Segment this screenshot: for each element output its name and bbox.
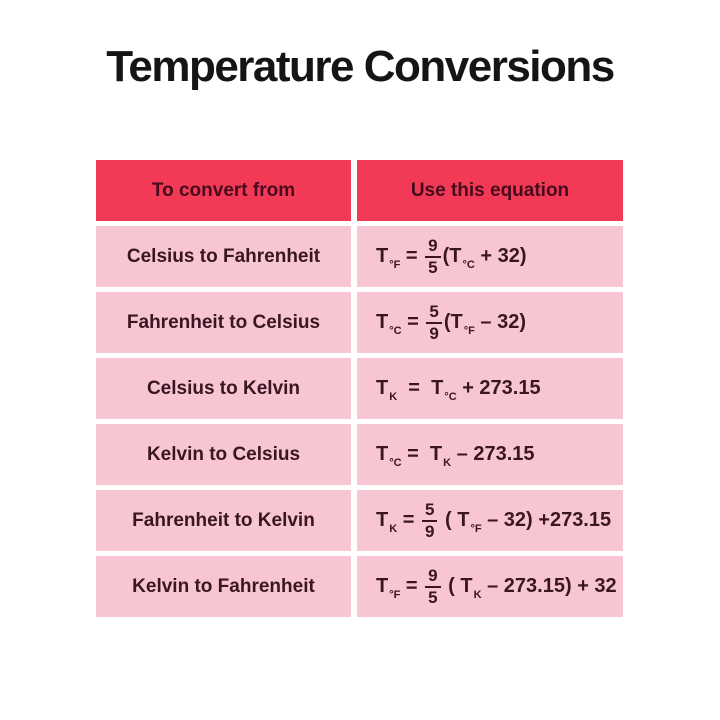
equation-variable: $T_{^\circ F}$ [376, 575, 401, 601]
equation-text: ( [442, 245, 450, 267]
equation-text: – 32) +273.15 [481, 509, 612, 531]
equation-text: + 32) [474, 245, 527, 267]
equation-variable: $T_{^\circ C}$ [449, 245, 475, 271]
convert-from-cell [96, 358, 351, 419]
equation-variable: $T_{^\circ F}$ [450, 311, 475, 337]
equation-cell [357, 292, 623, 353]
convert-from-label: Celsius to Fahrenheit [126, 245, 321, 267]
equation-variable: $T_{^\circ C}$ [431, 377, 457, 403]
equation-variable: $T_K$ [429, 443, 452, 469]
equation-text: = [401, 443, 430, 465]
equation-variable: $T_{^\circ F}$ [457, 509, 482, 535]
equation-text: – 273.15) + 32 [481, 575, 617, 597]
convert-from-cell [96, 424, 351, 485]
equation-cell [357, 490, 623, 551]
equation-text: ( [439, 509, 458, 531]
equation-text: = [397, 509, 420, 531]
equation-text: ( [442, 575, 461, 597]
equation-variable: $T_K$ [376, 377, 398, 403]
header-label-use-equation: Use this equation [410, 179, 570, 201]
equation-cell [357, 556, 623, 617]
equation-variable: $T_{^\circ F}$ [376, 245, 401, 271]
convert-from-cell [96, 226, 351, 287]
header-cell-use-equation [357, 160, 623, 221]
equation-text: ( [443, 311, 451, 333]
header-cell-convert-from [96, 160, 351, 221]
conversion-table [96, 160, 623, 617]
convert-from-cell [96, 292, 351, 353]
equation-text: + 273.15 [456, 377, 541, 399]
equation-variable: $T_{^\circ C}$ [376, 443, 402, 469]
equation-fraction: $\frac{9}{5}$ [425, 567, 440, 607]
equation-text: = [400, 245, 424, 267]
equation-text: – 273.15 [451, 443, 535, 465]
equation-text: = [401, 311, 425, 333]
convert-from-label: Kelvin to Fahrenheit [132, 575, 315, 597]
convert-from-label: Celsius to Kelvin [146, 377, 301, 399]
equation-cell [357, 358, 623, 419]
convert-from-label: Fahrenheit to Kelvin [132, 509, 315, 531]
equation-text: = [400, 575, 424, 597]
equation-variable: $T_K$ [376, 509, 398, 535]
convert-from-cell [96, 490, 351, 551]
equation-text: = [397, 377, 432, 399]
equation-fraction: $\frac{5}{9}$ [426, 303, 441, 343]
equation-cell [357, 226, 623, 287]
convert-from-cell [96, 556, 351, 617]
equation-cell [357, 424, 623, 485]
header-label-convert-from: To convert from [151, 179, 296, 201]
equation-variable: $T_K$ [460, 575, 482, 601]
convert-from-label: Fahrenheit to Celsius [126, 311, 321, 333]
equation-variable: $T_{^\circ C}$ [376, 311, 402, 337]
equation-text: – 32) [474, 311, 526, 333]
equation-fraction: $\frac{9}{5}$ [425, 237, 440, 277]
page-title: Temperature Conversions [106, 42, 614, 91]
equation-fraction: $\frac{5}{9}$ [422, 501, 437, 541]
convert-from-label: Kelvin to Celsius [146, 443, 301, 465]
